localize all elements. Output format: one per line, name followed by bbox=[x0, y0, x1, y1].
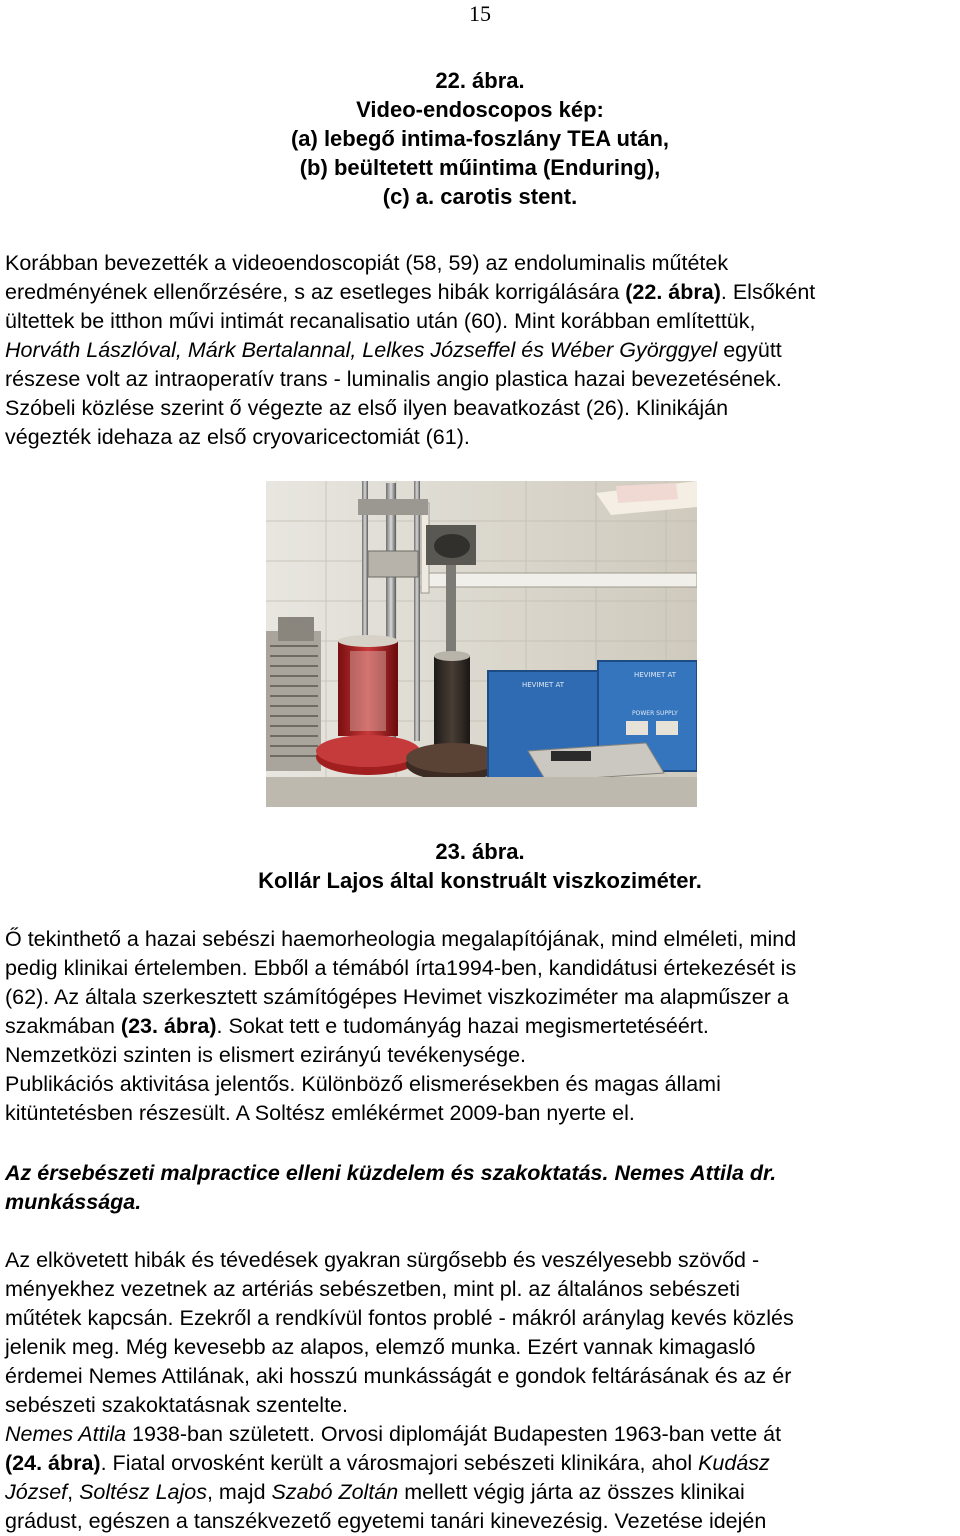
name-kudasz: Kudász bbox=[698, 1451, 770, 1475]
para2-line-4: szakmában (23. ábra). Sokat tett e tudományág hazai megismertetéséért. bbox=[5, 1014, 709, 1038]
para2-line-2: pedig klinikai értelemben. Ebből a témából írta1994-ben, kandidátusi értekezését is bbox=[5, 956, 797, 980]
para1-line-3: ültettek be itthon művi intimát recanalisatio után (60). Mint korábban említettük, bbox=[5, 309, 756, 333]
names-italic: Horváth Lászlóval, Márk Bertalannal, Lelkes Józseffel és Wéber Györggyel bbox=[5, 338, 718, 362]
section-heading-line-1: Az érsebészeti malpractice elleni küzdelem és szakoktatás. Nemes Attila dr. bbox=[5, 1161, 777, 1185]
para3-line-6: sebészeti szakoktatásnak szentelte. bbox=[5, 1393, 348, 1417]
para1-line-1: Korábban bevezették a videoendoscopiát (58, 59) az endoluminalis műtétek bbox=[5, 251, 729, 275]
figure-22-line-1: Video-endoscopos kép: bbox=[356, 97, 604, 122]
para1-line-6: Szóbeli közlése szerint ő végezte az első ilyen beavatkozást (26). Klinikáján bbox=[5, 396, 729, 420]
para1-line-7: végezték idehaza az első cryovaricectomiát (61). bbox=[5, 425, 470, 449]
figure-22-caption bbox=[0, 66, 960, 211]
panel-label-left: HEVIMET AT bbox=[522, 681, 565, 689]
figure-23-caption bbox=[0, 837, 960, 895]
paragraph-haemorheology bbox=[5, 925, 955, 1128]
name-nemes-attila: Nemes Attila bbox=[5, 1422, 127, 1446]
paragraph-nemes-attila bbox=[5, 1246, 955, 1536]
section-heading-line-2: munkássága. bbox=[5, 1190, 142, 1214]
section-heading bbox=[5, 1159, 955, 1217]
viscometer-illustration bbox=[266, 481, 697, 807]
figure-22-line-4: (c) a. carotis stent. bbox=[382, 184, 578, 209]
para2-line-3: (62). Az általa szerkesztett számítógépes Hevimet viszkoziméter ma alapműszer a bbox=[5, 985, 789, 1009]
para1-line-4: Horváth Lászlóval, Márk Bertalannal, Lelkes Józseffel és Wéber Györggyel együtt bbox=[5, 338, 782, 362]
para3-line-8: (24. ábra). Fiatal orvosként került a városmajori sebészeti klinikára, ahol Kudász bbox=[5, 1451, 770, 1475]
para2-line-1: Ő tekinthető a hazai sebészi haemorheologia megalapítójának, mind elméleti, mind bbox=[5, 927, 797, 951]
figure-22-title: 22. ábra. bbox=[435, 68, 525, 93]
para3-line-2: ményekhez vezetnek az artériás sebészetben, mint pl. az általános sebészeti bbox=[5, 1277, 740, 1301]
para2-line-7: kitüntetésben részesült. A Soltész emlékérmet 2009-ban nyerte el. bbox=[5, 1101, 635, 1125]
page-number: 15 bbox=[469, 1, 491, 26]
figure-22-reference: (22. ábra) bbox=[625, 280, 721, 304]
para1-line-5: részese volt az intraoperatív trans - luminalis angio plastica hazai bevezetésének. bbox=[5, 367, 782, 391]
figure-23-text: Kollár Lajos által konstruált viszkoziméter. bbox=[258, 868, 702, 893]
figure-24-reference: (24. ábra) bbox=[5, 1451, 101, 1475]
para3-line-7: Nemes Attila 1938-ban született. Orvosi diplomáját Budapesten 1963-ban vette át bbox=[5, 1422, 782, 1446]
para3-line-10: grádust, egészen a tanszékvezető egyetemi tanári kinevezésig. Vezetése idején bbox=[5, 1509, 767, 1533]
para3-line-3: műtétek kapcsán. Ezekről a rendkívül fontos problé - mákról aránylag kevés közlés bbox=[5, 1306, 794, 1330]
figure-23-title: 23. ábra. bbox=[435, 839, 525, 864]
panel-label-power: POWER SUPPLY bbox=[632, 710, 678, 717]
figure-22-line-2: (a) lebegő intima-foszlány TEA után, bbox=[290, 126, 670, 151]
para3-line-4: jelenik meg. Még kevesebb az alapos, elemző munka. Ezért vannak kimagasló bbox=[5, 1335, 756, 1359]
para3-line-1: Az elkövetett hibák és tévedések gyakran sürgősebb és veszélyesebb szövőd - bbox=[5, 1248, 760, 1272]
figure-22-line-3: (b) beültetett műintima (Enduring), bbox=[299, 155, 661, 180]
para2-line-5: Nemzetközi szinten is elismert ezirányú tevékenysége. bbox=[5, 1043, 526, 1067]
name-jozsef: József bbox=[5, 1480, 68, 1504]
para3-line-9: József, Soltész Lajos, majd Szabó Zoltán mellett végig járta az összes klinikai bbox=[5, 1480, 745, 1504]
para1-line-2: eredményének ellenőrzésére, s az esetleges hibák korrigálására (22. ábra). Elsőként bbox=[5, 280, 816, 304]
viscometer-photo bbox=[266, 481, 697, 807]
name-szabo-zoltan: Szabó Zoltán bbox=[271, 1480, 399, 1504]
paragraph-videoendoscopy bbox=[5, 249, 955, 452]
panel-label-right: HEVIMET AT bbox=[634, 671, 677, 679]
para3-line-5: érdemei Nemes Attilának, aki hosszú munkásságát e gondok feltárásának és az ér bbox=[5, 1364, 792, 1388]
name-soltesz-lajos: Soltész Lajos bbox=[79, 1480, 207, 1504]
figure-23-reference: (23. ábra) bbox=[120, 1014, 217, 1038]
para2-line-6: Publikációs aktivitása jelentős. Különböző elismerésekben és magas állami bbox=[5, 1072, 721, 1096]
